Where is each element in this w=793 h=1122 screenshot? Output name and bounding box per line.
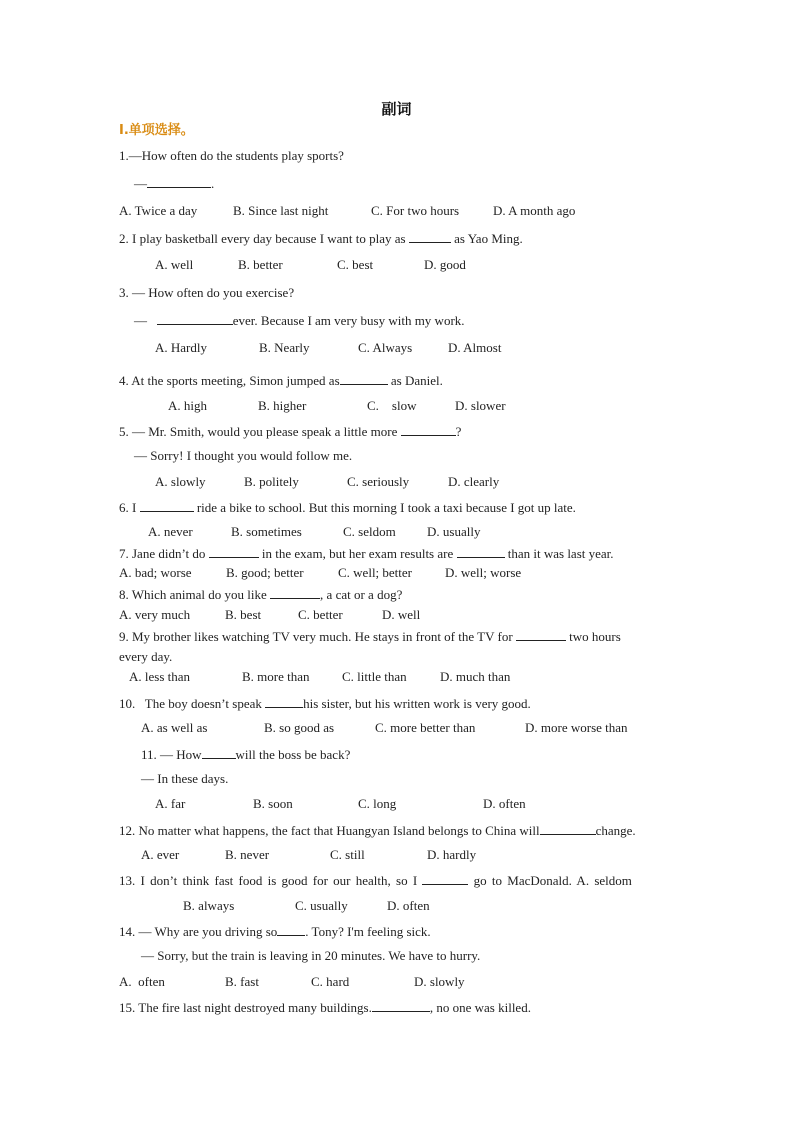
question-14: 14. — Why are you driving so . Tony? I'm feeling sick. [119,924,431,939]
option-13c: C. usually [295,898,348,913]
option-3d: D. Almost [448,340,502,355]
option-12b: B. never [225,847,270,862]
question-12: 12. No matter what happens, the fact that Huangyan Island belongs to China will change. [119,823,636,838]
option-11b: B. soon [253,796,293,811]
question-3: 3. — How often do you exercise? [119,285,295,300]
option-12c: C. still [330,847,365,862]
option-3b: B. Nearly [259,340,310,355]
question-11: 11. — How will the boss be back? [141,747,351,762]
section-heading: I.单项选择。 [119,123,194,138]
option-13d: D. often [387,898,430,913]
question-13: 13. I don’t think fast food is good for our health, so I go to MacDonald. A. seldom [119,873,632,888]
answer-line-11: — In these days. [141,771,229,786]
answer-line-5: — Sorry! I thought you would follow me. [134,448,353,463]
option-5b: B. politely [244,474,299,489]
option-12d: D. hardly [427,847,477,862]
option-14d: D. slowly [414,974,465,989]
option-9b: B. more than [242,669,310,684]
option-7b: B. good; better [226,565,304,580]
option-13b: B. always [183,898,235,913]
question-15: 15. The fire last night destroyed many buildings. , no one was killed. [119,1000,531,1015]
option-5a: A. slowly [155,474,206,489]
option-3c: C. Always [358,340,413,355]
option-4c: C. slow [367,398,417,413]
option-5c: C. seriously [347,474,410,489]
option-8a: A. very much [119,607,191,622]
option-6c: C. seldom [343,524,396,539]
question-9-cont: every day. [119,649,173,664]
option-10a: A. as well as [141,720,208,735]
option-12a: A. ever [141,847,180,862]
option-14a: A. often [119,974,165,989]
option-11a: A. far [155,796,186,811]
option-7a: A. bad; worse [119,565,192,580]
option-9c: C. little than [342,669,407,684]
option-10b: B. so good as [264,720,335,735]
option-9d: D. much than [440,669,511,684]
answer-line-14: — Sorry, but the train is leaving in 20 minutes. We have to hurry. [141,948,481,963]
option-10d: D. more worse than [525,720,628,735]
option-11c: C. long [358,796,397,811]
question-6: 6. I ride a bike to school. But this morning I took a taxi because I got up late. [119,500,576,515]
answer-line-3: — ever. Because I am very busy with my work. [134,313,465,328]
option-1d: D. A month ago [493,203,576,218]
page-title: 副词 [381,100,412,118]
option-6b: B. sometimes [231,524,302,539]
question-2: 2. I play basketball every day because I want to play as as Yao Ming. [119,231,523,246]
option-14b: B. fast [225,974,259,989]
option-6d: D. usually [427,524,481,539]
question-1: 1.—How often do the students play sports? [119,148,344,163]
question-8: 8. Which animal do you like , a cat or a dog? [119,587,403,602]
option-9a: A. less than [129,669,191,684]
option-5d: D. clearly [448,474,500,489]
option-8d: D. well [382,607,421,622]
question-5: 5. — Mr. Smith, would you please speak a little more ? [119,424,462,439]
option-8c: C. better [298,607,343,622]
option-2c: C. best [337,257,374,272]
option-4a: A. high [168,398,207,413]
option-4b: B. higher [258,398,307,413]
option-7c: C. well; better [338,565,413,580]
question-10: 10. The boy doesn’t speak his sister, but his written work is very good. [119,696,531,711]
question-7: 7. Jane didn’t do in the exam, but her exam results are than it was last year. [119,546,614,561]
option-1a: A. Twice a day [119,203,198,218]
answer-line-1: — . [134,176,215,191]
option-2d: D. good [424,257,466,272]
option-14c: C. hard [311,974,350,989]
option-7d: D. well; worse [445,565,522,580]
question-9: 9. My brother likes watching TV very much. He stays in front of the TV for two hours [119,629,621,644]
option-4d: D. slower [455,398,506,413]
option-2b: B. better [238,257,283,272]
option-11d: D. often [483,796,526,811]
question-4: 4. At the sports meeting, Simon jumped as as Daniel. [119,373,443,388]
option-10c: C. more better than [375,720,476,735]
option-3a: A. Hardly [155,340,207,355]
option-2a: A. well [155,257,194,272]
option-8b: B. best [225,607,262,622]
option-6a: A. never [148,524,193,539]
option-1c: C. For two hours [371,203,460,218]
option-1b: B. Since last night [233,203,329,218]
